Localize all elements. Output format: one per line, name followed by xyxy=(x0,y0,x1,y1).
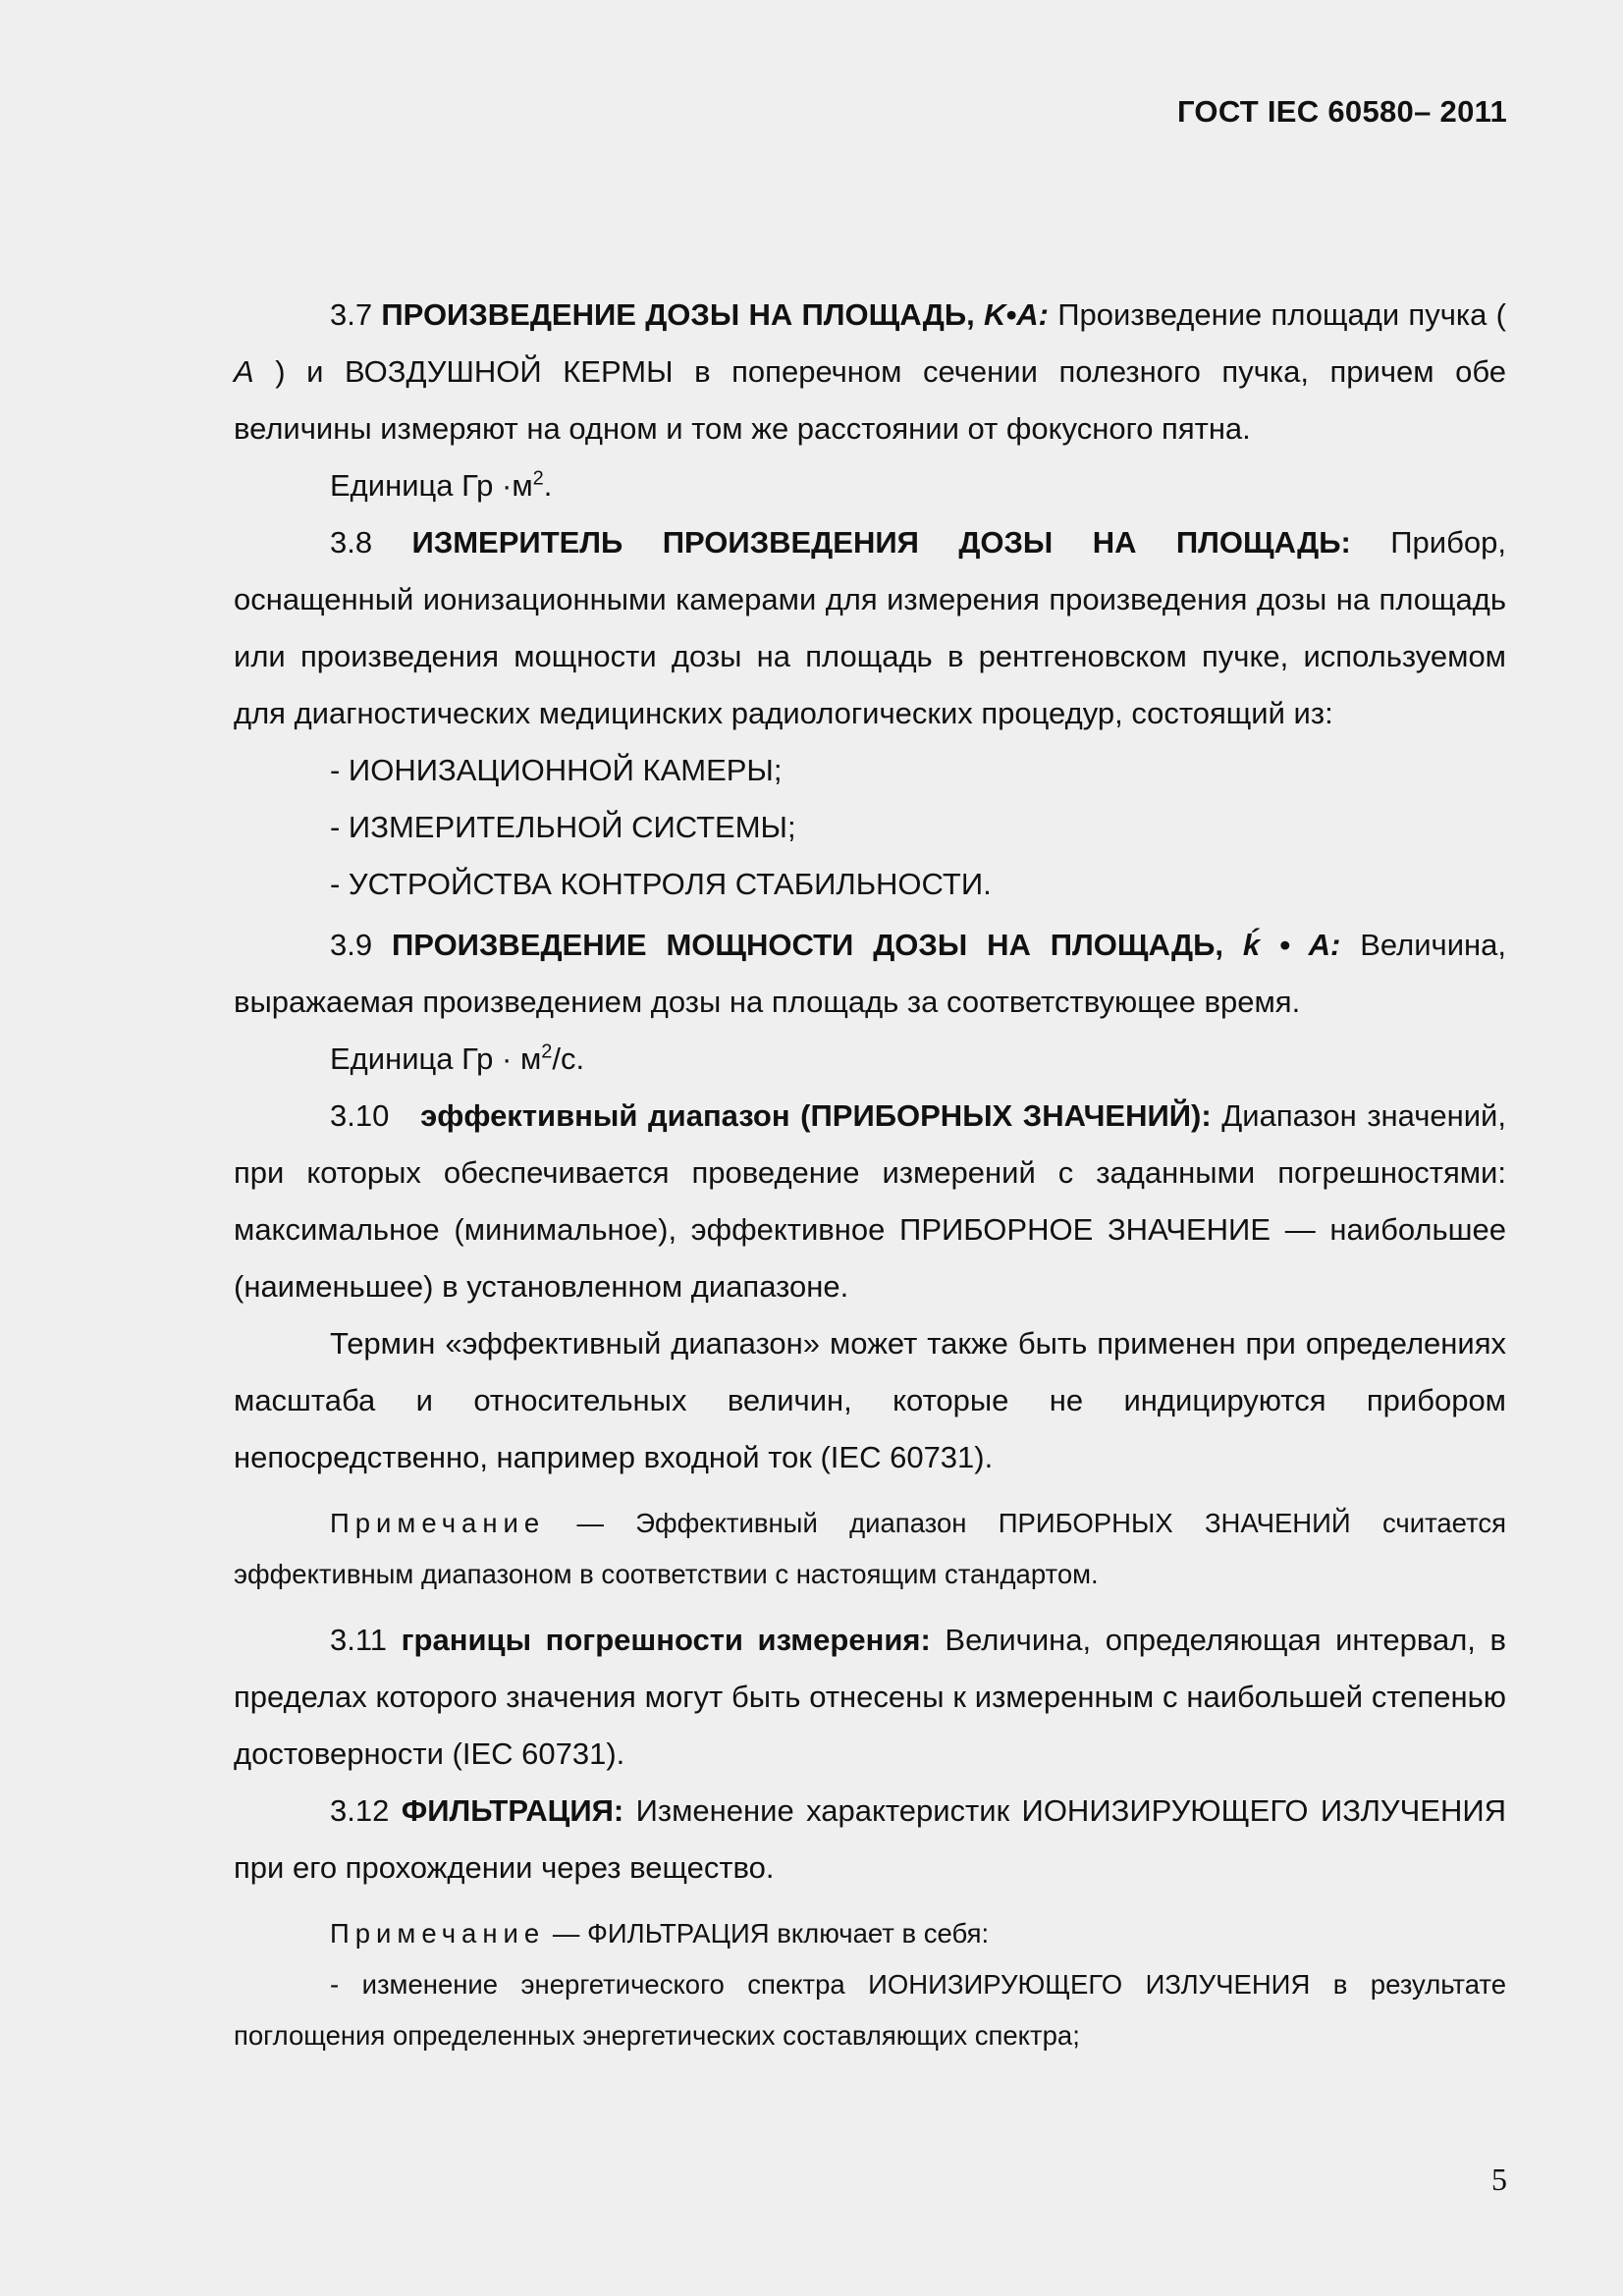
section-number: 3.11 xyxy=(330,1623,388,1657)
section-3-10: 3.10 эффективный диапазон (ПРИБОРНЫХ ЗНАЧЕНИЙ): Диапазон значений, при которых обеспечивается проведение измерений с заданными погрешностями: максимальное (минимальное), эффективное ПРИБОРНОЕ ЗНАЧЕНИЕ — наибольшее (наименьшее) в установленном диапазоне. xyxy=(234,1098,1506,1304)
term: эффективный диапазон (ПРИБОРНЫХ ЗНАЧЕНИЙ): xyxy=(420,1098,1212,1133)
term-symbol: ḱ • A: xyxy=(1242,928,1341,962)
list-item: - УСТРОЙСТВА КОНТРОЛЯ СТАБИЛЬНОСТИ. xyxy=(330,867,992,901)
note-label: Примечание xyxy=(330,1508,546,1538)
term-symbol: K•A: xyxy=(984,297,1049,332)
note: Примечание — ФИЛЬТРАЦИЯ включает в себя: xyxy=(330,1918,990,1949)
list-item: - ИЗМЕРИТЕЛЬНОЙ СИСТЕМЫ; xyxy=(330,810,796,844)
section-3-12: 3.12 ФИЛЬТРАЦИЯ: Изменение характеристик ИОНИЗИРУЮЩЕГО ИЗЛУЧЕНИЯ при его прохождении через вещество. xyxy=(234,1793,1506,1885)
section-number: 3.12 xyxy=(330,1793,390,1828)
term: ПРОИЗВЕДЕНИЕ ДОЗЫ НА ПЛОЩАДЬ, xyxy=(381,297,975,332)
note-label: Примечание xyxy=(330,1918,546,1949)
section-number: 3.10 xyxy=(330,1098,390,1133)
term: ПРОИЗВЕДЕНИЕ МОЩНОСТИ ДОЗЫ НА ПЛОЩАДЬ, xyxy=(392,928,1223,962)
unit-line: Единица Гр $\cdot м^2$. xyxy=(330,467,553,503)
section-number: 3.8 xyxy=(330,525,373,560)
unit-line: Единица Гр · $м^2/с$. xyxy=(330,1041,585,1076)
document-body xyxy=(234,287,1506,2061)
section-3-9: 3.9 ПРОИЗВЕДЕНИЕ МОЩНОСТИ ДОЗЫ НА ПЛОЩАДЬ, ḱ • A: Величина, выражаемая произведением дозы на площадь за соответствующее время. xyxy=(234,928,1506,1019)
section-number: 3.9 xyxy=(330,928,373,962)
note-item: - изменение энергетического спектра ИОНИЗИРУЮЩЕГО ИЗЛУЧЕНИЯ в результате поглощения определенных энергетических составляющих спектра; xyxy=(234,1969,1506,2051)
note: Примечание — Эффективный диапазон ПРИБОРНЫХ ЗНАЧЕНИЙ считается эффективным диапазоном в соответствии с настоящим стандартом. xyxy=(234,1508,1506,1589)
section-3-11: 3.11 границы погрешности измерения: Величина, определяющая интервал, в пределах которого значения могут быть отнесены к измеренным с наибольшей степенью достоверности (IEC 60731). xyxy=(234,1623,1506,1771)
page-number: 5 xyxy=(1491,2162,1507,2197)
section-number: 3.7 xyxy=(330,297,373,332)
section-3-7: 3.7 ПРОИЗВЕДЕНИЕ ДОЗЫ НА ПЛОЩАДЬ, K•A: Произведение площади пучка ( A ) и ВОЗДУШНОЙ КЕРМЫ в поперечном сечении полезного пучка, причем обе величины измеряют на одном и том же расстоянии от фокусного пятна. xyxy=(234,297,1506,446)
section-3-8: 3.8 ИЗМЕРИТЕЛЬ ПРОИЗВЕДЕНИЯ ДОЗЫ НА ПЛОЩАДЬ: Прибор, оснащенный ионизационными камерами для измерения произведения дозы на площадь или произведения мощности дозы на площадь в рентгеновском пучке, используемом для диагностических медицинских радиологических процедур, состоящий из: xyxy=(234,525,1506,730)
term: границы погрешности измерения: xyxy=(401,1623,931,1657)
document-id: ГОСТ IEC 60580– 2011 xyxy=(1176,94,1507,129)
term: ИЗМЕРИТЕЛЬ ПРОИЗВЕДЕНИЯ ДОЗЫ НА ПЛОЩАДЬ: xyxy=(411,525,1351,560)
list-item: - ИОНИЗАЦИОННОЙ КАМЕРЫ; xyxy=(330,753,783,787)
paragraph: Термин «эффективный диапазон» может также быть применен при определениях масштаба и относительных величин, которые не индицируются прибором непосредственно, например входной ток (IEC 60731). xyxy=(234,1326,1506,1474)
term: ФИЛЬТРАЦИЯ: xyxy=(401,1793,624,1828)
